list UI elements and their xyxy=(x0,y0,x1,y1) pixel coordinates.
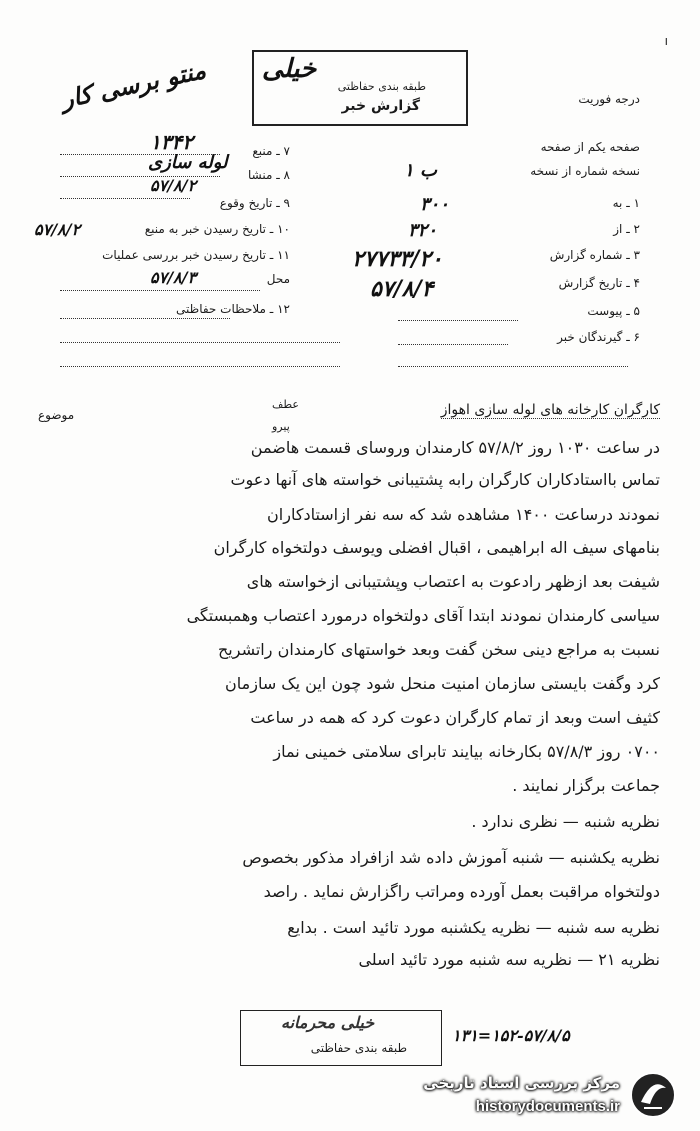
copy-handwritten: ۱ ب xyxy=(404,160,437,181)
left-remarks-line2 xyxy=(60,342,340,343)
watermark-url: historydocuments.ir xyxy=(475,1098,620,1115)
footer-stamp-text: طبقه بندی حفاظتی xyxy=(310,1041,407,1055)
left-field-8-value: لوله سازی xyxy=(148,152,228,173)
left-remarks-line3 xyxy=(60,366,340,367)
body-line-7: نسبت به مراجع دینی سخن گفت وبعد خواستهای کارمندان راتشریح xyxy=(217,640,660,659)
left-field-7-value: ۱۳۴۲ xyxy=(150,130,193,154)
body-line-12: نظریه شنبه — نظری ندارد . xyxy=(471,812,660,831)
right-item-5-line xyxy=(398,320,518,321)
right-item-4-value: ۵۷/۸/۴ xyxy=(370,276,434,302)
body-line-16: نظریه ۲۱ — نظریه سه شنبه مورد تائید اسلی xyxy=(358,950,660,969)
left-field-11: ۱۱ ـ تاریخ رسیدن خبر بررسی عملیات xyxy=(102,248,290,262)
left-field-11-value: ۵۷/۸/۳ xyxy=(150,268,197,287)
right-item-6: ۶ ـ گیرندگان خبر xyxy=(557,330,640,344)
body-line-5: شیفت بعد ازظهر رادعوت به اعتصاب وپشتیبانی ازخواسته های xyxy=(246,572,660,591)
right-item-4: ۴ ـ تاریخ گزارش xyxy=(558,276,640,290)
body-line-13: نظریه یکشنبه — شنبه آموزش داده شد ازافراد مذکور بخصوص xyxy=(242,848,660,867)
right-item-6-line2 xyxy=(398,366,628,367)
subject-label: موضوع xyxy=(38,408,75,422)
classification-handwritten: خیلی xyxy=(262,54,317,84)
footer-stamp-top: خیلی محرمانه xyxy=(281,1013,375,1032)
classification-stamp xyxy=(252,50,468,126)
right-item-1: ۱ ـ به xyxy=(612,196,640,210)
body-line-9: کثیف است وبعد از تمام کارگران دعوت کرد که همه در ساعت xyxy=(250,708,660,727)
body-line-8: کرد وگفت بایستی سازمان امنیت منحل شود چون این یک سازمان xyxy=(225,674,660,693)
right-item-2: ۲ ـ از xyxy=(613,222,640,236)
right-item-1-value: ۳۰۰ xyxy=(420,194,450,215)
body-line-2: تماس بااستادکاران کارگران رابه پشتیبانی خواسته های آنها دعوت xyxy=(230,470,660,489)
subject-text: کارگران کارخانه های لوله سازی اهواز xyxy=(440,402,660,418)
stamp-line2: گزارش خبر xyxy=(341,98,420,114)
body-line-4: بنامهای سیف اله ابراهیمی ، اقبال افضلی ویوسف دولتخواه کارگران xyxy=(213,538,660,557)
body-line-14: دولتخواه مراقبت بعمل آورده ومراتب راگزارش نماید . راصد xyxy=(263,882,660,901)
left-field-8: ۸ ـ منشا xyxy=(247,168,290,182)
left-field-11-line xyxy=(60,290,260,291)
archive-logo-icon xyxy=(628,1070,678,1120)
right-item-2-value: ۳۲۰ xyxy=(408,220,438,241)
left-field-9-line xyxy=(60,198,190,199)
subject-correction-below: پیرو xyxy=(272,420,290,433)
left-field-location: محل xyxy=(266,272,290,286)
priority-label: درجه فوریت xyxy=(578,92,640,106)
footer-classification-stamp xyxy=(240,1010,442,1066)
left-field-10: ۱۰ ـ تاریخ رسیدن خبر به منبع xyxy=(144,222,290,236)
left-field-12: ۱۲ ـ ملاحظات حفاظتی xyxy=(176,302,290,316)
page-info: صفحه یکم از صفحه xyxy=(540,140,640,154)
page-mark: ı xyxy=(664,34,668,48)
right-item-5: ۵ ـ پیوست xyxy=(587,304,640,318)
copy-info: نسخه شماره از نسخه xyxy=(530,164,640,178)
body-line-6: سیاسی کارمندان نمودند ابتدا آقای دولتخواه درمورد اعتصاب وهمبستگی xyxy=(186,606,660,625)
left-field-10-value: ۵۷/۸/۲ xyxy=(34,220,81,239)
subject-correction-above: عطف xyxy=(272,398,299,411)
left-field-7: ۷ ـ منبع xyxy=(252,144,290,158)
left-remarks-line1 xyxy=(60,318,230,319)
right-item-3-value: ۲۷۷۳۳/۲۰ xyxy=(352,246,443,272)
body-line-10: ۰۷۰۰ روز ۵۷/۸/۳ بکارخانه بیایند تابرای سلامتی خمینی نماز xyxy=(273,742,660,761)
left-field-9: ۹ ـ تاریخ وقوع xyxy=(219,196,290,210)
subject-line xyxy=(441,402,660,418)
right-item-6-line1 xyxy=(398,344,508,345)
right-item-3: ۳ ـ شماره گزارش xyxy=(549,248,640,262)
watermark-title: مرکز بررسی اسناد تاریخی xyxy=(423,1074,620,1092)
margin-note: منتو برسی کار xyxy=(58,55,209,114)
body-line-11: جماعت برگزار نمایند . xyxy=(512,776,660,795)
body-line-3: نمودند درساعت ۱۴۰۰ مشاهده شد که سه نفر ازاستادکاران xyxy=(267,505,660,524)
footer-handwritten-ref: ۱۳۱=۱۵۲-۵۷/۸/۵ xyxy=(452,1026,570,1045)
left-field-9-value: ۵۷/۸/۲ xyxy=(150,176,197,195)
body-line-1: در ساعت ۱۰۳۰ روز ۵۷/۸/۲ کارمندان وروسای قسمت هاضمن xyxy=(250,438,660,457)
body-line-15: نظریه سه شنبه — نظریه یکشنبه مورد تائید است . بدایع xyxy=(287,918,660,937)
stamp-line1: طبقه بندی حفاظتی xyxy=(337,80,426,93)
